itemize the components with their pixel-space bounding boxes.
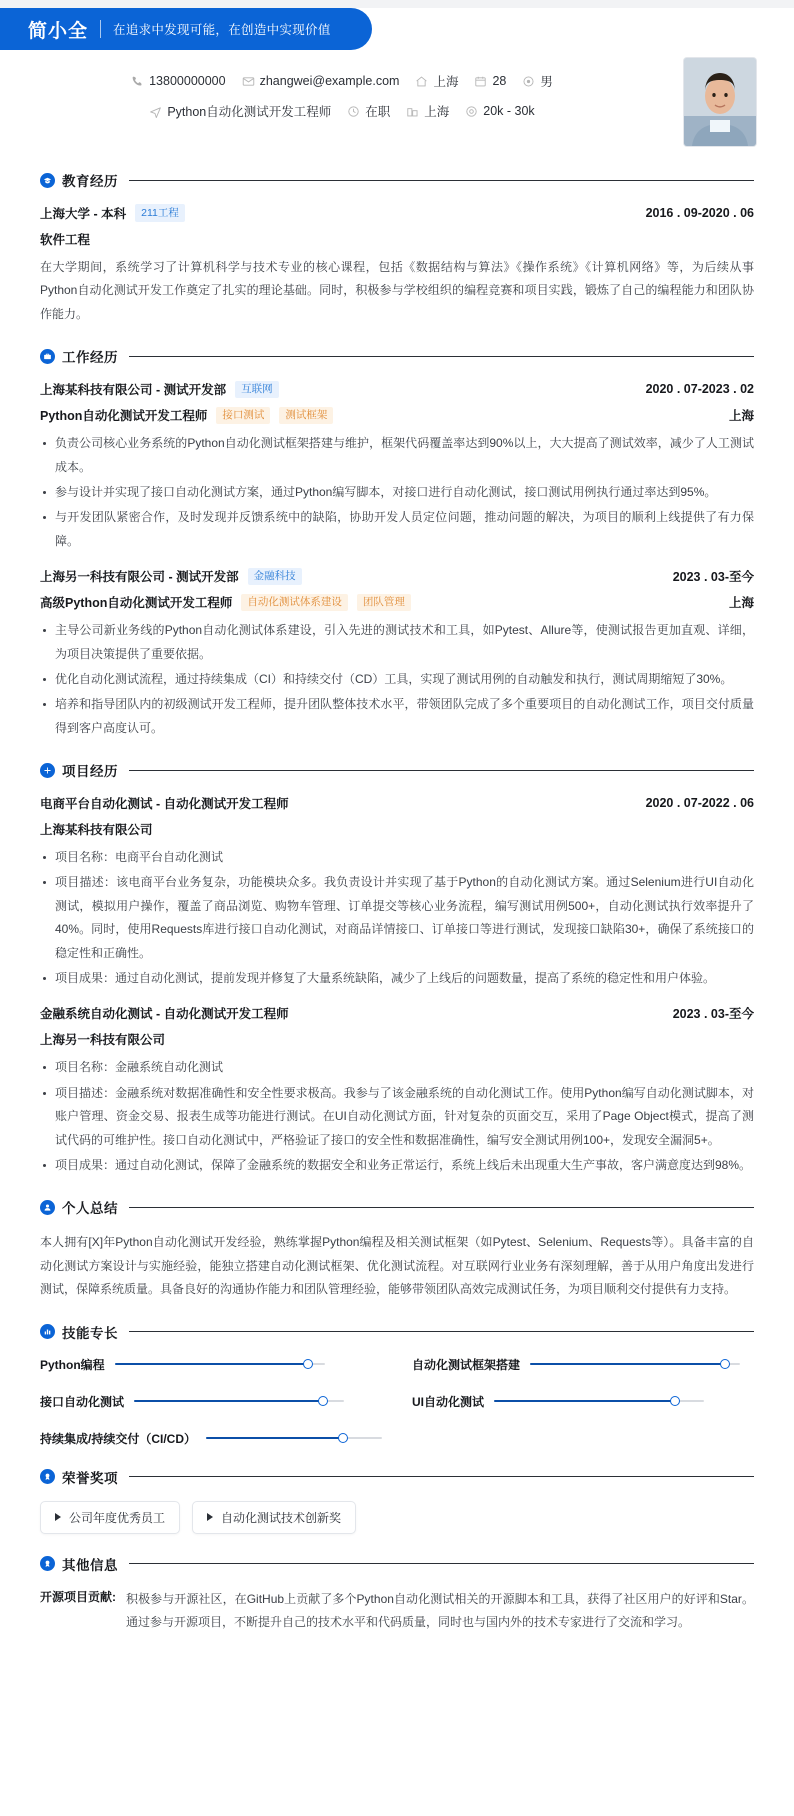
contact-email-text: zhangwei@example.com (259, 74, 400, 88)
skills-grid (40, 1356, 754, 1447)
play-triangle-icon (207, 1513, 213, 1521)
skill-label: Python编程 (40, 1357, 105, 1372)
education-description: 在大学期间，系统学习了计算机科学与技术专业的核心课程，包括《数据结构与算法》《操作系统》《计算机网络》等，为后续从事Python自动化测试开发工作奠定了扎实的理论基础。同时，积极参与学校组织的编程竞赛和项目实践，锻炼了自己的编程能力和团队协作能力。 (40, 260, 754, 321)
contact-phone (131, 74, 225, 88)
other-text: 积极参与开源社区，在GitHub上贡献了多个Python自动化测试相关的开源脚本和工具，获得了社区用户的好评和Star。通过参与开源项目，不断提升自己的技术水平和代码质量，同时也与国内外的技术专家进行了交流和学习。 (126, 1591, 754, 1629)
project-name: 金融系统自动化测试 - 自动化测试开发工程师 (40, 1007, 289, 1022)
skill-fill (134, 1400, 323, 1402)
work-entry (40, 380, 754, 553)
salary-icon (465, 105, 478, 118)
project-company: 上海某科技有限公司 (40, 823, 153, 838)
project-title: 项目经历 (62, 764, 118, 780)
skill-fill (494, 1400, 675, 1402)
skills-rule (129, 1331, 754, 1332)
other-row (40, 1588, 754, 1635)
skill-item (412, 1356, 754, 1373)
work-company-tag: 金融科技 (248, 568, 302, 585)
skill-knob[interactable] (318, 1396, 328, 1406)
work-entry (40, 567, 754, 740)
work-entry-row (40, 380, 754, 398)
contact-row-2 (40, 102, 754, 120)
phone-icon (131, 75, 144, 88)
target-icon (149, 105, 162, 118)
skill-knob[interactable] (720, 1359, 730, 1369)
honor-chip[interactable] (192, 1501, 356, 1534)
project-bullets (40, 846, 754, 990)
work-location: 上海 (728, 409, 754, 424)
education-header (40, 170, 754, 190)
work-bullets (40, 619, 754, 740)
project-rule (129, 770, 754, 771)
education-date: 2016 . 09-2020 . 06 (645, 206, 754, 220)
skill-label: UI自动化测试 (412, 1394, 485, 1409)
skill-fill (206, 1437, 343, 1439)
work-role-tag: 自动化测试体系建设 (241, 594, 348, 611)
skill-slider[interactable] (134, 1400, 344, 1402)
section-other (0, 1554, 794, 1635)
job-status (347, 102, 390, 120)
work-company-group (40, 567, 302, 585)
project-bullet: 项目名称：电商平台自动化测试 (40, 846, 754, 869)
work-rule (129, 356, 754, 357)
honors-title: 荣誉奖项 (62, 1470, 118, 1486)
education-title: 教育经历 (62, 174, 118, 189)
project-bullet: 项目名称：金融系统自动化测试 (40, 1056, 754, 1079)
salary-text: 20k - 30k (483, 104, 535, 118)
education-rule (129, 180, 754, 181)
education-entry-left (40, 204, 185, 222)
work-title: 工作经历 (62, 350, 118, 366)
project-entry-row (40, 1004, 754, 1022)
clock-icon (347, 105, 360, 118)
skill-label: 持续集成/持续交付（CI/CD） (40, 1431, 197, 1446)
city-icon (406, 105, 419, 118)
skills-header (40, 1322, 754, 1342)
skill-slider[interactable] (530, 1363, 740, 1365)
contact-row-1 (40, 72, 754, 90)
education-entry (40, 204, 754, 326)
project-bullets (40, 1056, 754, 1177)
education-tag: 211工程 (135, 204, 185, 221)
job-status-text: 在职 (365, 105, 391, 119)
candidate-name: 简小全 (28, 20, 89, 42)
honor-label: 自动化测试技术创新奖 (221, 1510, 342, 1525)
target-position-text: Python自动化测试开发工程师 (167, 105, 332, 119)
summary-title: 个人总结 (62, 1201, 118, 1217)
contact-age (474, 74, 506, 88)
project-bullet: 项目成果：通过自动化测试，提前发现并修复了大量系统缺陷，减少了上线后的问题数量，提高了系统的稳定性和用户体验。 (40, 967, 754, 990)
skill-slider[interactable] (115, 1363, 325, 1365)
work-role: Python自动化测试开发工程师 (40, 409, 208, 424)
work-company: 上海某科技有限公司 - 测试开发部 (40, 383, 227, 398)
section-honors (0, 1467, 794, 1534)
salary-expectation (465, 104, 534, 118)
chart-icon (40, 1324, 55, 1339)
contact-age-text: 28 (492, 74, 507, 88)
work-entry-row (40, 567, 754, 585)
info-icon (40, 1556, 55, 1571)
skill-label: 自动化测试框架搭建 (412, 1357, 521, 1372)
education-major: 软件工程 (40, 233, 91, 247)
work-role-tag: 团队管理 (357, 594, 411, 611)
graduation-icon (40, 173, 55, 188)
project-name: 电商平台自动化测试 - 自动化测试开发工程师 (40, 797, 289, 812)
mail-icon (242, 75, 255, 88)
candidate-slogan: 在追求中发现可能，在创造中实现价值 (113, 23, 331, 37)
work-bullet: 主导公司新业务线的Python自动化测试体系建设，引入先进的测试技术和工具，如Pytest、Allure等，使测试报告更加直观、详细，为项目决策提供了重要依据。 (40, 619, 754, 666)
summary-text: 本人拥有[X]年Python自动化测试开发经验，熟练掌握Python编程及相关测试框架（如Pytest、Selenium、Requests等）。具备丰富的自动化测试方案设计与实施经验，能独立搭建自动化测试框架、优化测试流程。对互联网行业业务有深刻理解，善于从用户角度出发进行测试，保障系统质量。具备良好的沟通协作能力和团队管理经验，能够带领团队高效完成测试任务，为项目顺利交付提供有力支持。 (40, 1235, 754, 1297)
work-role-group (40, 406, 333, 424)
contact-email (242, 74, 400, 88)
summary-rule (129, 1207, 754, 1208)
skill-label: 接口自动化测试 (40, 1394, 125, 1409)
play-triangle-icon (55, 1513, 61, 1521)
work-bullet: 优化自动化测试流程，通过持续集成（CI）和持续交付（CD）工具，实现了测试用例的自动触发和执行，测试周期缩短了30%。 (40, 668, 754, 691)
avatar (684, 58, 756, 146)
skill-slider[interactable] (494, 1400, 704, 1402)
other-title: 其他信息 (62, 1557, 118, 1573)
project-header (40, 760, 754, 780)
work-role-group (40, 593, 411, 611)
work-role-row (40, 593, 754, 611)
project-bullet: 项目描述：金融系统对数据准确性和安全性要求极高。我参与了该金融系统的自动化测试工作。使用Python编写自动化测试脚本，对账户管理、资金交易、报表生成等功能进行测试。在UI自动化测试方面，针对复杂的页面交互，采用了Page Object模式，提高了测试代码的可维护性。接口自动化测试中，严格验证了接口的安全性和数据准确性，编写安全测试用例100+，发现安全漏洞5+。 (40, 1082, 754, 1152)
project-icon (40, 763, 55, 778)
other-label: 开源项目贡献: (40, 1589, 116, 1604)
project-entry-row (40, 794, 754, 812)
skill-slider[interactable] (206, 1437, 382, 1439)
section-education (0, 170, 794, 326)
work-bullet: 参与设计并实现了接口自动化测试方案，通过Python编写脚本，对接口进行自动化测试，接口测试用例执行通过率达到95%。 (40, 481, 754, 504)
work-city (406, 102, 449, 120)
work-bullet: 培养和指导团队内的初级测试开发工程师，提升团队整体技术水平，带领团队完成了多个重要项目的自动化测试工作，项目交付质量得到客户高度认可。 (40, 693, 754, 740)
calendar-icon (474, 75, 487, 88)
project-entry (40, 794, 754, 990)
honors-header (40, 1467, 754, 1487)
section-skills (0, 1322, 794, 1447)
project-date: 2023 . 03-至今 (672, 1007, 754, 1022)
work-bullet: 负责公司核心业务系统的Python自动化测试框架搭建与维护，框架代码覆盖率达到90%以上，大大提高了测试效率，减少了人工测试成本。 (40, 432, 754, 479)
work-company-group (40, 380, 279, 398)
skill-fill (115, 1363, 308, 1365)
work-location: 上海 (728, 596, 754, 611)
work-bullets (40, 432, 754, 553)
work-role-tag: 接口测试 (216, 407, 270, 424)
banner-divider (100, 20, 101, 38)
gender-icon (522, 75, 535, 88)
work-company: 上海另一科技有限公司 - 测试开发部 (40, 570, 239, 585)
summary-header (40, 1197, 754, 1217)
project-company: 上海另一科技有限公司 (40, 1033, 166, 1048)
other-header (40, 1554, 754, 1574)
skills-title: 技能专长 (62, 1325, 118, 1341)
work-city-text: 上海 (424, 105, 450, 119)
contact-gender (522, 72, 553, 90)
section-work (0, 346, 794, 740)
education-entry-row (40, 204, 754, 222)
briefcase-icon (40, 349, 55, 364)
resume-page (0, 8, 794, 1816)
section-summary (0, 1197, 794, 1301)
education-school: 上海大学 - 本科 (40, 207, 127, 221)
award-icon (40, 1469, 55, 1484)
skill-item (40, 1356, 382, 1373)
honors-list (40, 1501, 754, 1534)
project-date: 2020 . 07-2022 . 06 (645, 796, 754, 811)
contact-gender-text: 男 (540, 75, 553, 89)
honor-chip[interactable] (40, 1501, 180, 1534)
person-icon (40, 1200, 55, 1215)
skill-item (40, 1430, 382, 1447)
work-role-row (40, 406, 754, 424)
work-date: 2020 . 07-2023 . 02 (645, 382, 754, 397)
page-bottom-spacer (0, 1634, 794, 1660)
contact-hometown (415, 72, 458, 90)
skill-item (40, 1393, 382, 1410)
target-position (149, 102, 331, 120)
contact-hometown-text: 上海 (433, 75, 459, 89)
honor-label: 公司年度优秀员工 (69, 1510, 166, 1525)
work-role-tag: 测试框架 (279, 407, 333, 424)
work-date: 2023 . 03-至今 (672, 570, 754, 585)
project-bullet: 项目成果：通过自动化测试，保障了金融系统的数据安全和业务正常运行，系统上线后未出现重大生产事故，客户满意度达到98%。 (40, 1154, 754, 1177)
work-bullet: 与开发团队紧密合作，及时发现并反馈系统中的缺陷，协助开发人员定位问题，推动问题的解决，为项目的顺利上线提供了有力保障。 (40, 506, 754, 553)
other-rule (129, 1563, 754, 1564)
project-entry (40, 1004, 754, 1177)
skill-knob[interactable] (670, 1396, 680, 1406)
name-banner (0, 8, 372, 50)
section-project (0, 760, 794, 1177)
skill-knob[interactable] (338, 1433, 348, 1443)
contact-phone-text: 13800000000 (149, 74, 226, 88)
work-header (40, 346, 754, 366)
contact-block (0, 50, 794, 150)
work-role: 高级Python自动化测试开发工程师 (40, 596, 233, 611)
work-company-tag: 互联网 (235, 381, 279, 398)
skill-item (412, 1393, 754, 1410)
skill-fill (530, 1363, 725, 1365)
honors-rule (129, 1476, 754, 1477)
project-bullet: 项目描述：该电商平台业务复杂，功能模块众多。我负责设计并实现了基于Python的自动化测试方案。通过Selenium进行UI自动化测试，模拟用户操作，覆盖了商品浏览、购物车管理、订单提交等核心业务流程，编写测试用例500+，自动化测试执行效率提升了40%。同时，使用Requests库进行接口自动化测试，对商品详情接口、订单接口等进行测试，发现接口缺陷30+，确保了系统接口的稳定性和正确性。 (40, 871, 754, 965)
home-icon (415, 75, 428, 88)
skill-knob[interactable] (303, 1359, 313, 1369)
